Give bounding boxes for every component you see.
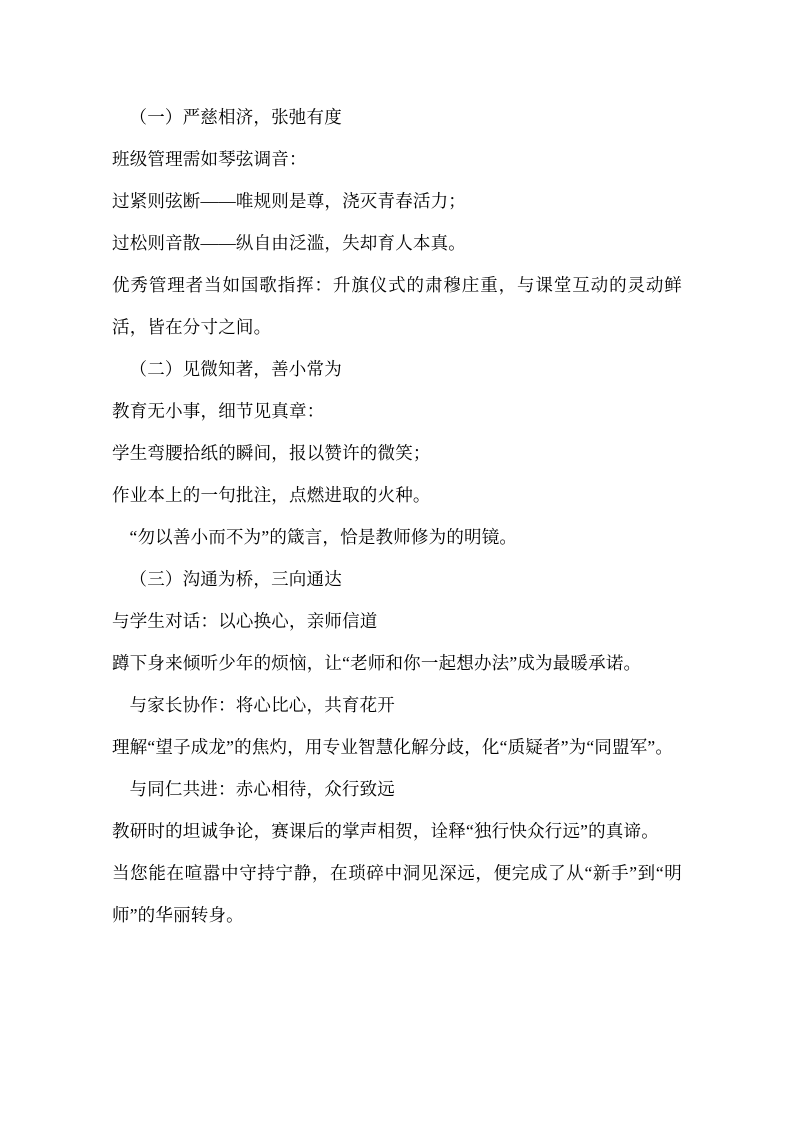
paragraph: 教研时的坦诚争论，赛课后的掌声相贺，诠释“独行快众行远”的真谛。 — [112, 821, 659, 841]
paragraph: 理解“望子成龙”的焦灼，用专业智慧化解分歧，化“质疑者”为“同盟军”。 — [112, 737, 674, 757]
paragraph: 教育无小事，细节见真章： — [112, 401, 325, 421]
paragraph: “勿以善小而不为”的箴言，恰是教师修为的明镜。 — [129, 527, 518, 547]
paragraph: 当您能在喧嚣中守持宁静，在琐碎中洞见深远，便完成了从“新手”到“明师”的华丽转身。 — [112, 863, 682, 925]
paragraph: 班级管理需如琴弦调音： — [112, 149, 307, 169]
paragraph: 作业本上的一句批注，点燃进取的火种。 — [112, 485, 431, 505]
paragraph: 过紧则弦断——唯规则是尊，浇灭青春活力； — [112, 191, 466, 211]
paragraph: （三）沟通为桥，三向通达 — [129, 569, 342, 589]
paragraph: 与家长协作：将心比心，共育花开 — [129, 695, 395, 715]
paragraph: 与学生对话：以心换心，亲师信道 — [112, 611, 378, 631]
document-body — [112, 96, 682, 936]
paragraph: 与同仁共进：赤心相待，众行致远 — [129, 779, 395, 799]
paragraph: （二）见微知著，善小常为 — [129, 359, 342, 379]
paragraph: 过松则音散——纵自由泛滥，失却育人本真。 — [112, 233, 466, 253]
paragraph: 优秀管理者当如国歌指挥：升旗仪式的肃穆庄重，与课堂互动的灵动鲜活，皆在分寸之间。 — [112, 275, 682, 337]
paragraph: 蹲下身来倾听少年的烦恼，让“老师和你一起想办法”成为最暖承诺。 — [112, 653, 642, 673]
paragraph: 学生弯腰拾纸的瞬间，报以赞许的微笑； — [112, 443, 431, 463]
paragraph: （一）严慈相济，张弛有度 — [129, 107, 342, 127]
